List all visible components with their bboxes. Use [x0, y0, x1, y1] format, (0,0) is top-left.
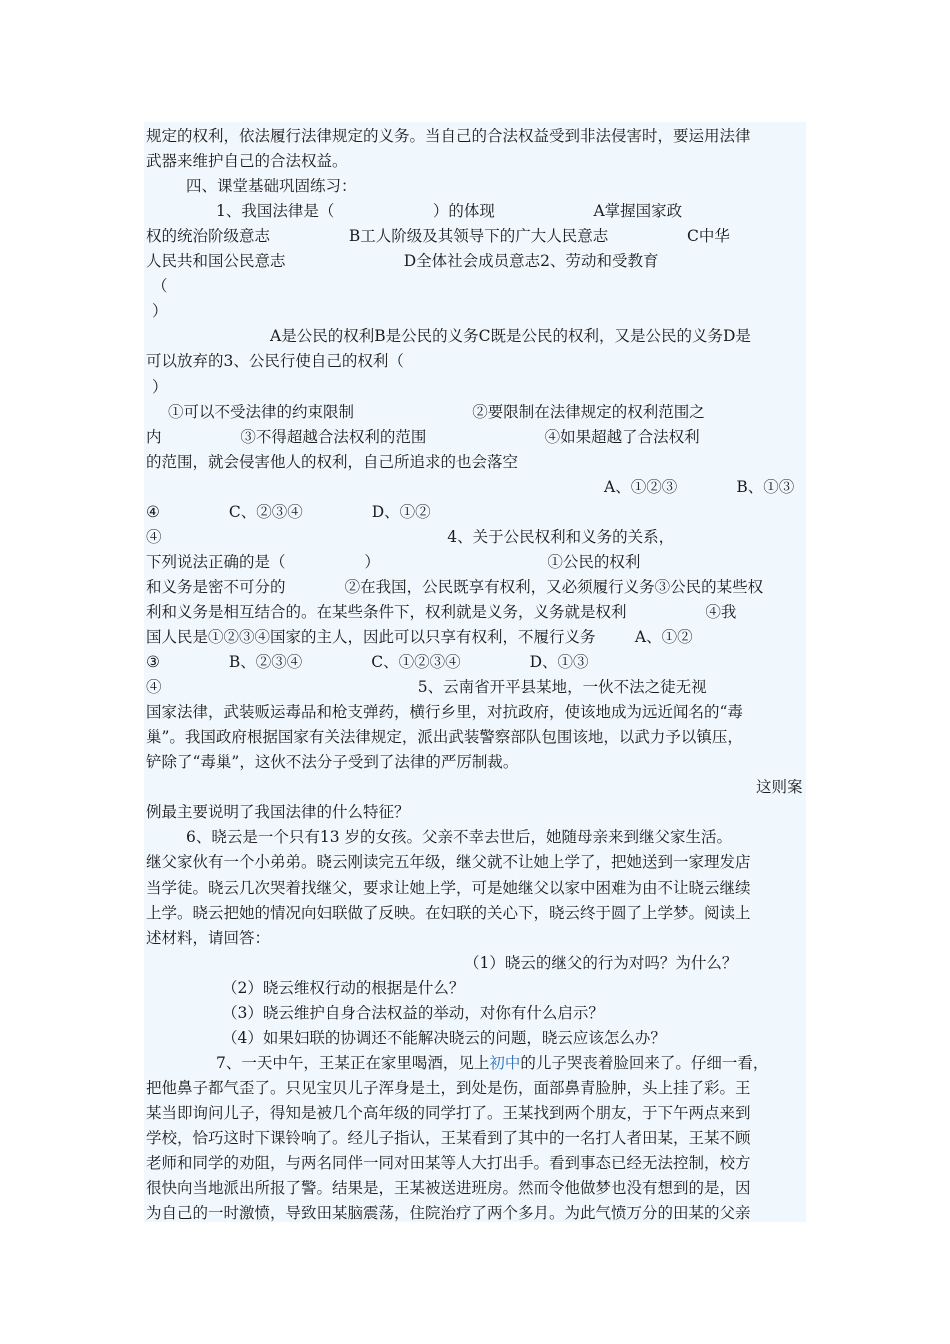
- text-segment: 的范围，就会侵害他人的权利，自己所追求的也会落空: [146, 452, 519, 471]
- text-line: [146, 1076, 806, 1101]
- text-line: [146, 926, 806, 951]
- text-segment: 例最主要说明了我国法律的什么特征？: [146, 803, 410, 822]
- text-line: [146, 1176, 806, 1201]
- text-segment: 和义务是密不可分的 ②在我国，公民既享有权利，又必须履行义务③公民的某些权: [146, 577, 764, 596]
- text-line: [146, 750, 806, 775]
- text-line: [146, 475, 950, 500]
- text-line: [146, 1051, 876, 1076]
- text-line: [146, 550, 806, 575]
- text-segment: （1）晓云的继父的行为对吗？为什么？: [464, 953, 738, 972]
- text-segment: 老师和同学的劝阻，与两名同伴一同对田某等人大打出手。看到事态已经无法控制，校方: [146, 1154, 751, 1173]
- text-line: [146, 375, 812, 400]
- text-line: [146, 600, 806, 625]
- text-line: [146, 500, 806, 525]
- text-line: [146, 425, 806, 450]
- text-segment: ）: [152, 302, 168, 321]
- text-segment: 述材料，请回答：: [146, 928, 271, 947]
- text-segment: A、①②③ B、①③: [604, 477, 795, 496]
- text-segment: ④ 4、关于公民权利和义务的关系，: [146, 527, 675, 546]
- text-segment: 上学。晓云把她的情况向妇联做了反映。在妇联的关心下，晓云终于圆了上学梦。阅读上: [146, 903, 751, 922]
- text-segment: 某当即询问儿子，得知是被几个高年级的同学打了。王某找到两个朋友，于下午两点来到: [146, 1103, 751, 1122]
- text-segment: 很快向当地派出所报了警。结果是，王某被送进班房。然而令他做梦也没有想到的是，因: [146, 1179, 751, 1198]
- text-segment: ①可以不受法律的约束限制 ②要限制在法律规定的权利范围之: [168, 402, 705, 421]
- text-segment: 当学徒。晓云几次哭着找继父，要求让她上学，可是她继父以家中困难为由不让晓云继续: [146, 878, 751, 897]
- text-segment: ）: [152, 377, 168, 396]
- text-line: [146, 174, 846, 199]
- text-line: [146, 650, 806, 675]
- text-segment: 学校，恰巧这时下课铃响了。经儿子指认，王某看到了其中的一名打人者田某，王某不顾: [146, 1129, 751, 1147]
- text-segment: 内 ③不得超越合法权利的范围 ④如果超越了合法权利: [146, 427, 700, 446]
- text-line: [146, 124, 806, 149]
- text-segment: 国人民是①②③④国家的主人，因此可以只享有权利，不履行义务 A、①②: [146, 628, 693, 646]
- text-line: [146, 901, 806, 926]
- text-line: [146, 876, 806, 901]
- text-segment: （3）晓云维护自身合法权益的举动，对你有什么启示？: [222, 1003, 604, 1022]
- text-segment: 规定的权利，依法履行法律规定的义务。当自己的合法权益受到非法侵害时，要运用法律: [146, 127, 751, 145]
- text-line: [146, 625, 806, 650]
- text-segment: 铲除了“毒巢”，这伙不法分子受到了法律的严厉制裁。: [146, 753, 519, 772]
- text-segment: 四、课堂基础巩固练习：: [186, 177, 357, 196]
- text-line: [146, 274, 812, 299]
- text-line: [146, 199, 876, 224]
- inline-link[interactable]: 初中: [489, 1053, 521, 1072]
- text-segment: 为自己的一时激愤，导致田某脑震荡，住院治疗了两个多月。为此气愤万分的田某的父亲: [146, 1204, 751, 1223]
- text-line: [146, 249, 806, 274]
- text-line: [146, 700, 806, 725]
- text-segment: 1、我国法律是（ ）的体现 A掌握国家政: [216, 202, 683, 221]
- text-segment: 武器来维护自己的合法权益。: [146, 152, 348, 171]
- text-line: [146, 951, 950, 976]
- text-line: [146, 299, 812, 324]
- text-segment: 把他鼻子都气歪了。只见宝贝儿子浑身是土，到处是伤，面部鼻青脸肿，头上挂了彩。王: [146, 1078, 751, 1097]
- text-line: [146, 349, 806, 374]
- text-line: [146, 976, 882, 1001]
- text-segment: ④ C、②③④ D、①②: [146, 502, 431, 521]
- text-segment: 7、一天中午，王某正在家里喝酒，见上: [216, 1053, 490, 1072]
- text-segment: 继父家伙有一个小弟弟。晓云刚读完五年级，继父就不让她上学了，把她送到一家理发店: [146, 853, 751, 872]
- text-line: [146, 1001, 882, 1026]
- text-line: [146, 775, 950, 800]
- text-line: [146, 525, 806, 550]
- text-segment: 权的统治阶级意志 B工人阶级及其领导下的广大人民意志 C中华: [146, 227, 730, 246]
- text-line: [146, 400, 828, 425]
- text-segment: （4）如果妇联的协调还不能解决晓云的问题，晓云应该怎么办？: [222, 1028, 666, 1047]
- text-segment: ④ 5、云南省开平县某地，一伙不法之徒无视: [146, 678, 707, 697]
- text-line: [146, 149, 806, 174]
- text-line: [146, 800, 806, 825]
- text-segment: ③ B、②③④ C、①②③④ D、①③: [146, 653, 589, 672]
- text-line: [146, 1126, 806, 1151]
- text-line: [146, 1026, 882, 1051]
- text-line: [146, 850, 806, 875]
- text-segment: 人民共和国公民意志 D全体社会成员意志2、劳动和受教育: [146, 252, 659, 271]
- text-segment: 巢”。我国政府根据国家有关法律规定，派出武装警察部队包围该地，以武力予以镇压，: [146, 728, 743, 747]
- text-segment: （2）晓云维权行动的根据是什么？: [222, 978, 465, 997]
- text-line: [146, 725, 806, 750]
- text-line: [146, 1101, 806, 1126]
- text-segment: 的儿子哭丧着脸回来了。仔细一看，: [520, 1053, 769, 1072]
- text-line: [146, 1201, 806, 1226]
- text-segment: （: [152, 277, 168, 296]
- text-line: [146, 224, 806, 249]
- text-line: [146, 675, 806, 700]
- text-line: [146, 575, 806, 600]
- text-line: [146, 825, 846, 850]
- text-segment: 国家法律，武装贩运毒品和枪支弹药，横行乡里，对抗政府，使该地成为远近闻名的“毒: [146, 703, 743, 722]
- text-segment: 利和义务是相互结合的。在某些条件下，权利就是义务，义务就是权利 ④我: [146, 602, 737, 621]
- text-line: [146, 1151, 806, 1176]
- text-segment: 6、晓云是一个只有13 岁的女孩。父亲不幸去世后，她随母亲来到继父家生活。: [186, 828, 733, 847]
- text-segment: 这则案: [756, 778, 803, 797]
- text-line: [146, 450, 806, 475]
- text-segment: A是公民的权利B是公民的义务C既是公民的权利，又是公民的义务D是: [270, 327, 751, 346]
- text-segment: 下列说法正确的是（ ） ①公民的权利: [146, 552, 641, 571]
- text-line: [146, 324, 930, 349]
- text-segment: 可以放弃的3、公民行使自己的权利（: [146, 352, 404, 371]
